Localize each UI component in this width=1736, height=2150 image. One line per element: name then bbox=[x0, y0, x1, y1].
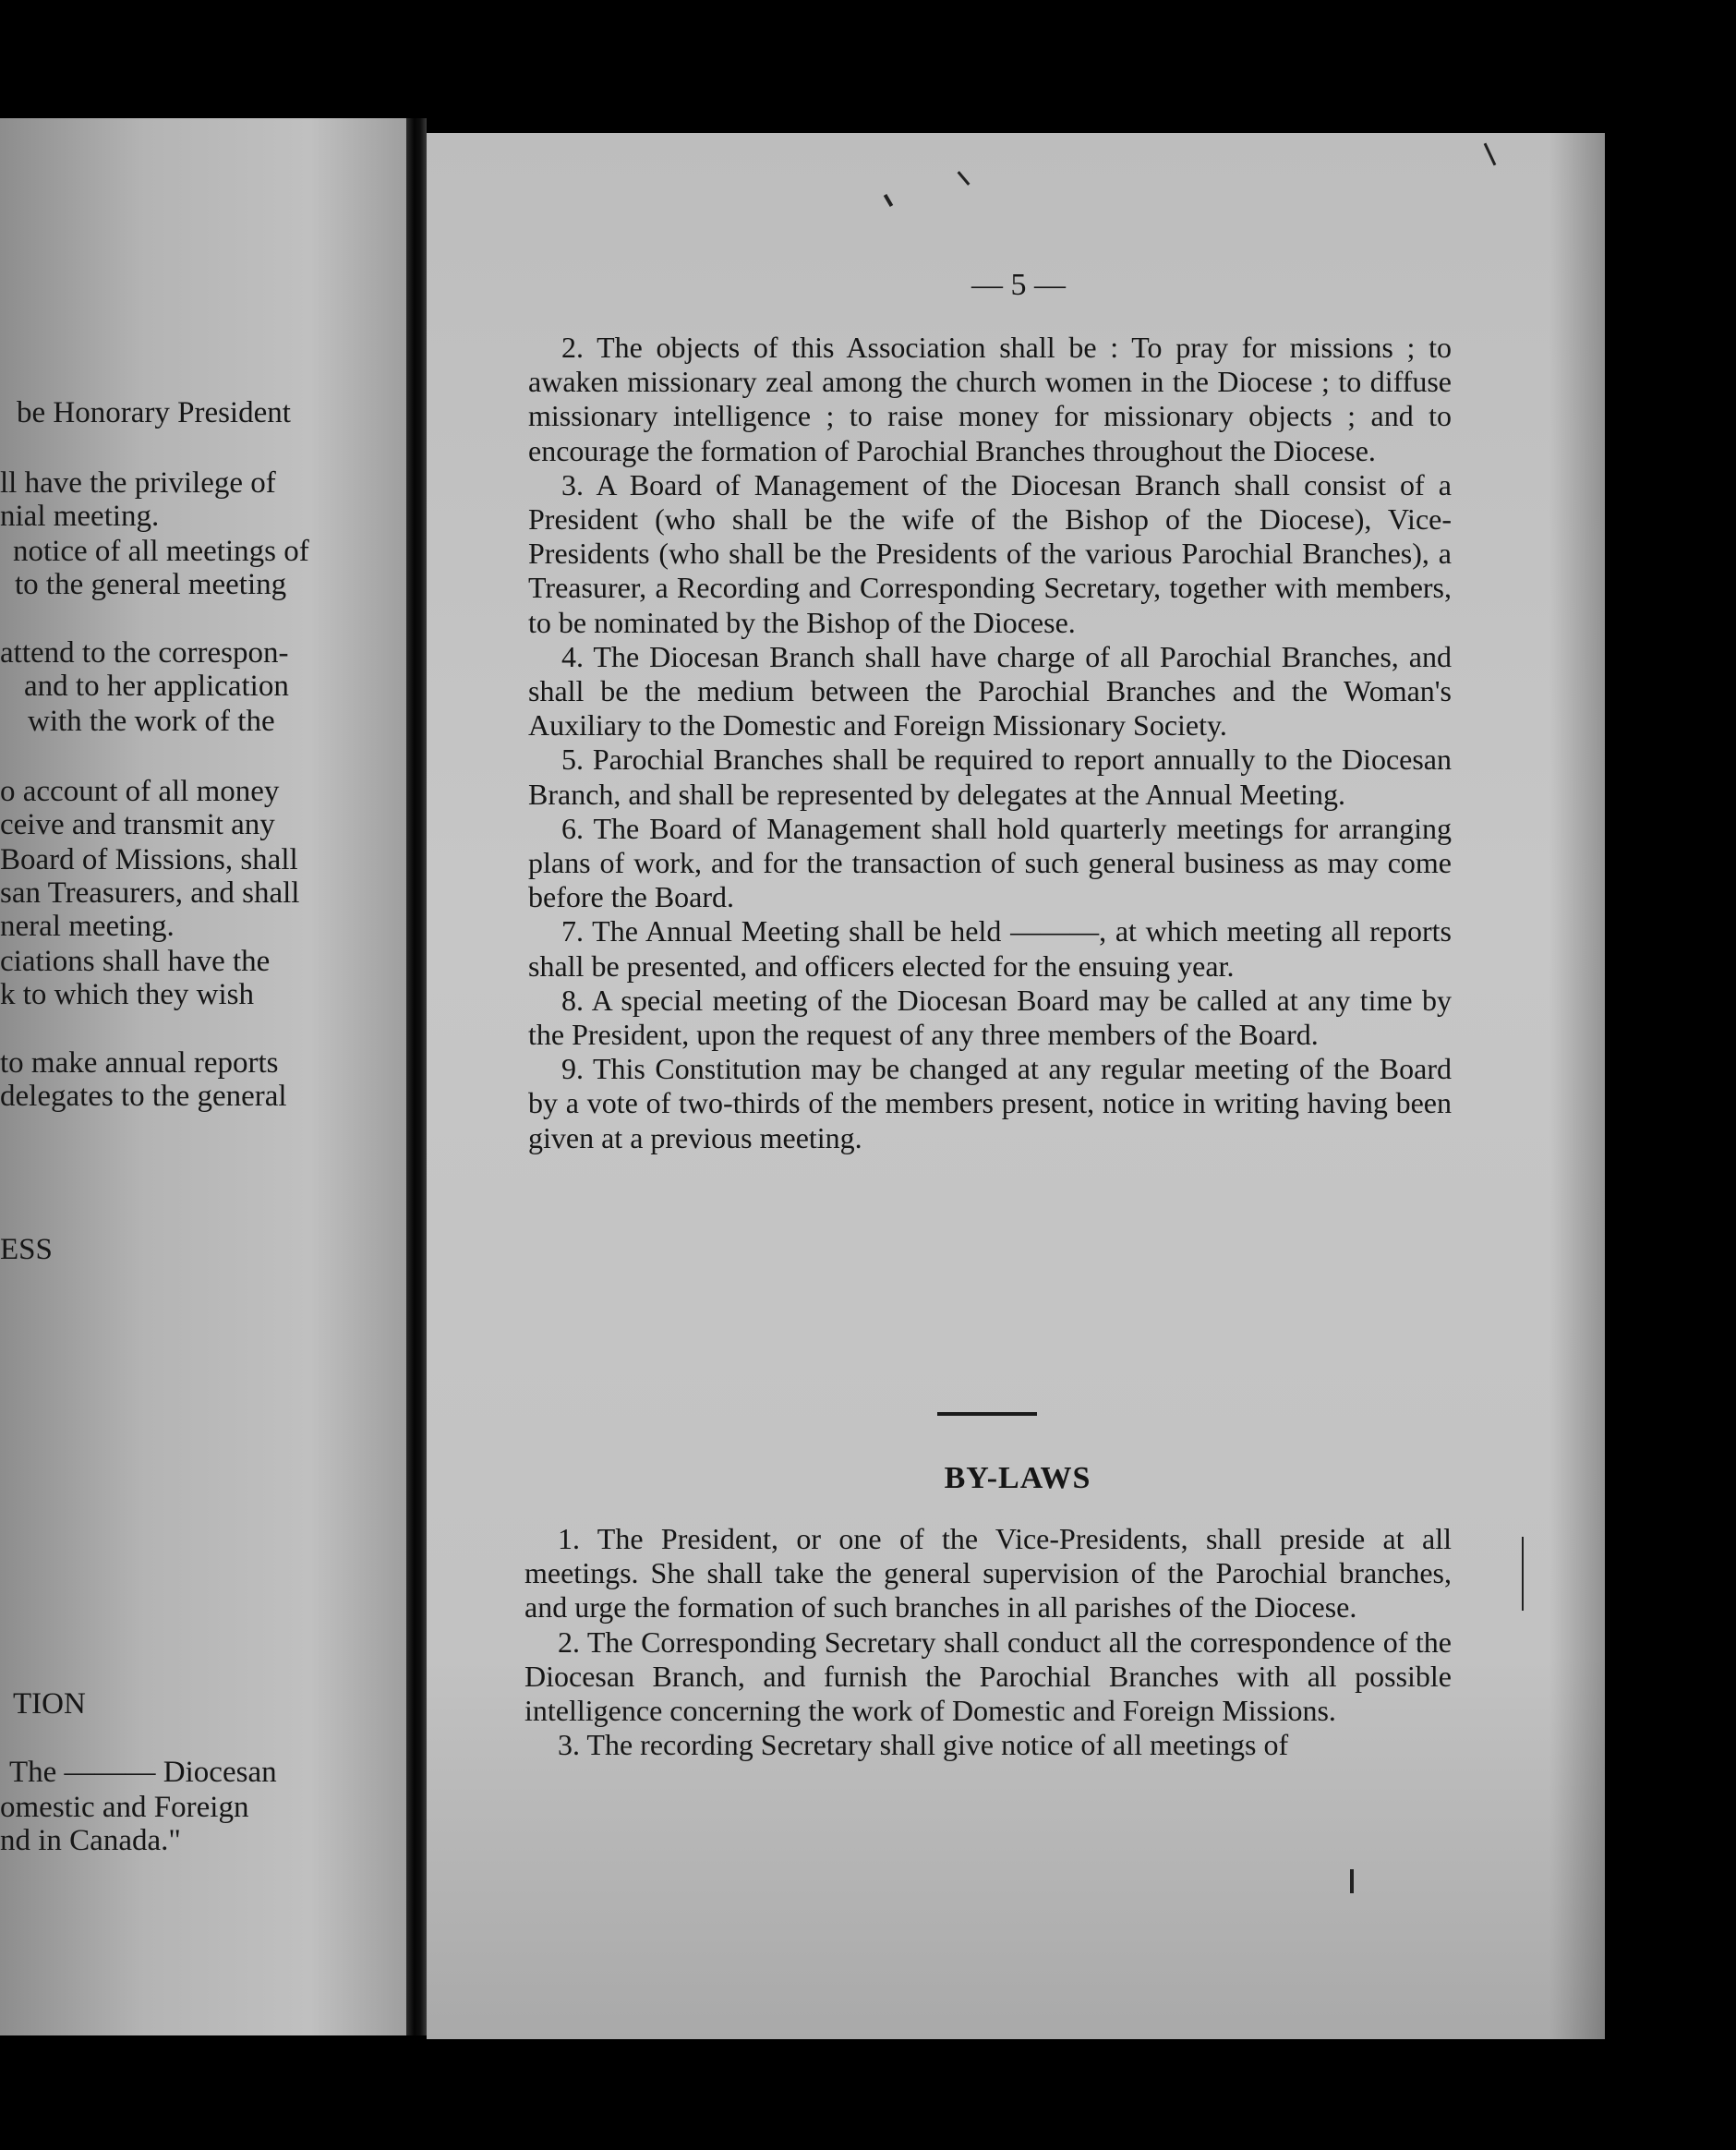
left-line: attend to the correspon- bbox=[0, 636, 289, 670]
left-line: neral meeting. bbox=[0, 910, 175, 943]
left-line: k to which they wish bbox=[0, 978, 254, 1011]
section-divider bbox=[937, 1412, 1037, 1416]
left-line: be Honorary President bbox=[17, 396, 291, 429]
constitution-article: 7. The Annual Meeting shall be held ———, at which meeting all reports shall be presented, and officers elected for the ensuing year. bbox=[528, 914, 1452, 983]
left-line: TION bbox=[13, 1687, 86, 1721]
left-line: delegates to the general bbox=[0, 1080, 287, 1113]
bylaw-article: 2. The Corresponding Secretary shall conduct all the correspondence of the Diocesan Branch, and furnish the Parochial Branches with all possible intelligence concerning the work of Domestic and Foreign Missions. bbox=[524, 1625, 1452, 1728]
constitution-article: 4. The Diocesan Branch shall have charge of all Parochial Branches, and shall be the medium between the Parochial Branches and the Woman's Auxiliary to the Domestic and Foreign Missionary Society. bbox=[528, 639, 1452, 743]
left-line: notice of all meetings of bbox=[13, 535, 309, 568]
left-line: The ——— Diocesan bbox=[9, 1756, 277, 1789]
left-line: o account of all money bbox=[0, 775, 280, 808]
constitution-text bbox=[528, 331, 1452, 1155]
bylaw-article: 3. The recording Secretary shall give notice of all meetings of bbox=[558, 1728, 1289, 1762]
scan-speck bbox=[1522, 1537, 1524, 1611]
constitution-article: 5. Parochial Branches shall be required to report annually to the Diocesan Branch, and shall be represented by delegates at the Annual Meeting. bbox=[528, 743, 1452, 811]
left-line: san Treasurers, and shall bbox=[0, 876, 300, 910]
scan-speck bbox=[884, 194, 893, 207]
left-line: with the work of the bbox=[28, 705, 275, 738]
left-line: ll have the privilege of bbox=[0, 466, 276, 500]
bylaws-heading: BY-LAWS bbox=[944, 1461, 1091, 1495]
left-page bbox=[0, 118, 414, 2035]
bylaws-text bbox=[524, 1522, 1452, 1762]
constitution-article: 3. A Board of Management of the Diocesan Branch shall consist of a President (who shall be the wife of the Bishop of the Diocese), Vice-Presidents (who shall be the Presidents of the various Parochial Branches), a Treasurer, a Recording and Corresponding Secretary, together with members, to be nominated by the Bishop of the Diocese. bbox=[528, 467, 1452, 639]
constitution-article: 6. The Board of Management shall hold quarterly meetings for arranging plans of work, and for the transaction of such general business as may come before the Board. bbox=[528, 811, 1452, 914]
left-line: nd in Canada." bbox=[0, 1824, 181, 1857]
left-line: nial meeting. bbox=[0, 500, 160, 533]
scan-speck bbox=[1350, 1869, 1354, 1893]
page-number: — 5 — bbox=[971, 268, 1066, 302]
scan-speck bbox=[958, 171, 970, 186]
left-line: ciations shall have the bbox=[0, 945, 271, 978]
left-line: to make annual reports bbox=[0, 1046, 279, 1080]
constitution-article: 9. This Constitution may be changed at any regular meeting of the Board by a vote of two-thirds of the members present, notice in writing having been given at a previous meeting. bbox=[528, 1052, 1452, 1154]
left-line: ceive and transmit any bbox=[0, 808, 275, 841]
left-line: to the general meeting bbox=[15, 568, 287, 601]
left-line: Board of Missions, shall bbox=[0, 843, 298, 876]
book-gutter bbox=[406, 118, 427, 2035]
left-line: ESS bbox=[0, 1233, 53, 1266]
left-line: omestic and Foreign bbox=[0, 1791, 249, 1824]
constitution-article: 8. A special meeting of the Diocesan Board may be called at any time by the President, upon the request of any three members of the Board. bbox=[528, 983, 1452, 1052]
left-line: and to her application bbox=[24, 670, 289, 703]
right-page bbox=[427, 133, 1605, 2039]
constitution-article: 2. The objects of this Association shall be : To pray for missions ; to awaken missionary zeal among the church women in the Diocese ; to diffuse missionary intelligence ; to raise money for missionary objects ; and to encourage the formation of Parochial Branches throughout the Diocese. bbox=[528, 331, 1452, 467]
scan-speck bbox=[1484, 143, 1497, 166]
bylaw-article: 1. The President, or one of the Vice-Presidents, shall preside at all meetings. She shall take the general supervision of the Parochial branches, and urge the formation of such branches in all parishes of the Diocese. bbox=[524, 1522, 1452, 1625]
